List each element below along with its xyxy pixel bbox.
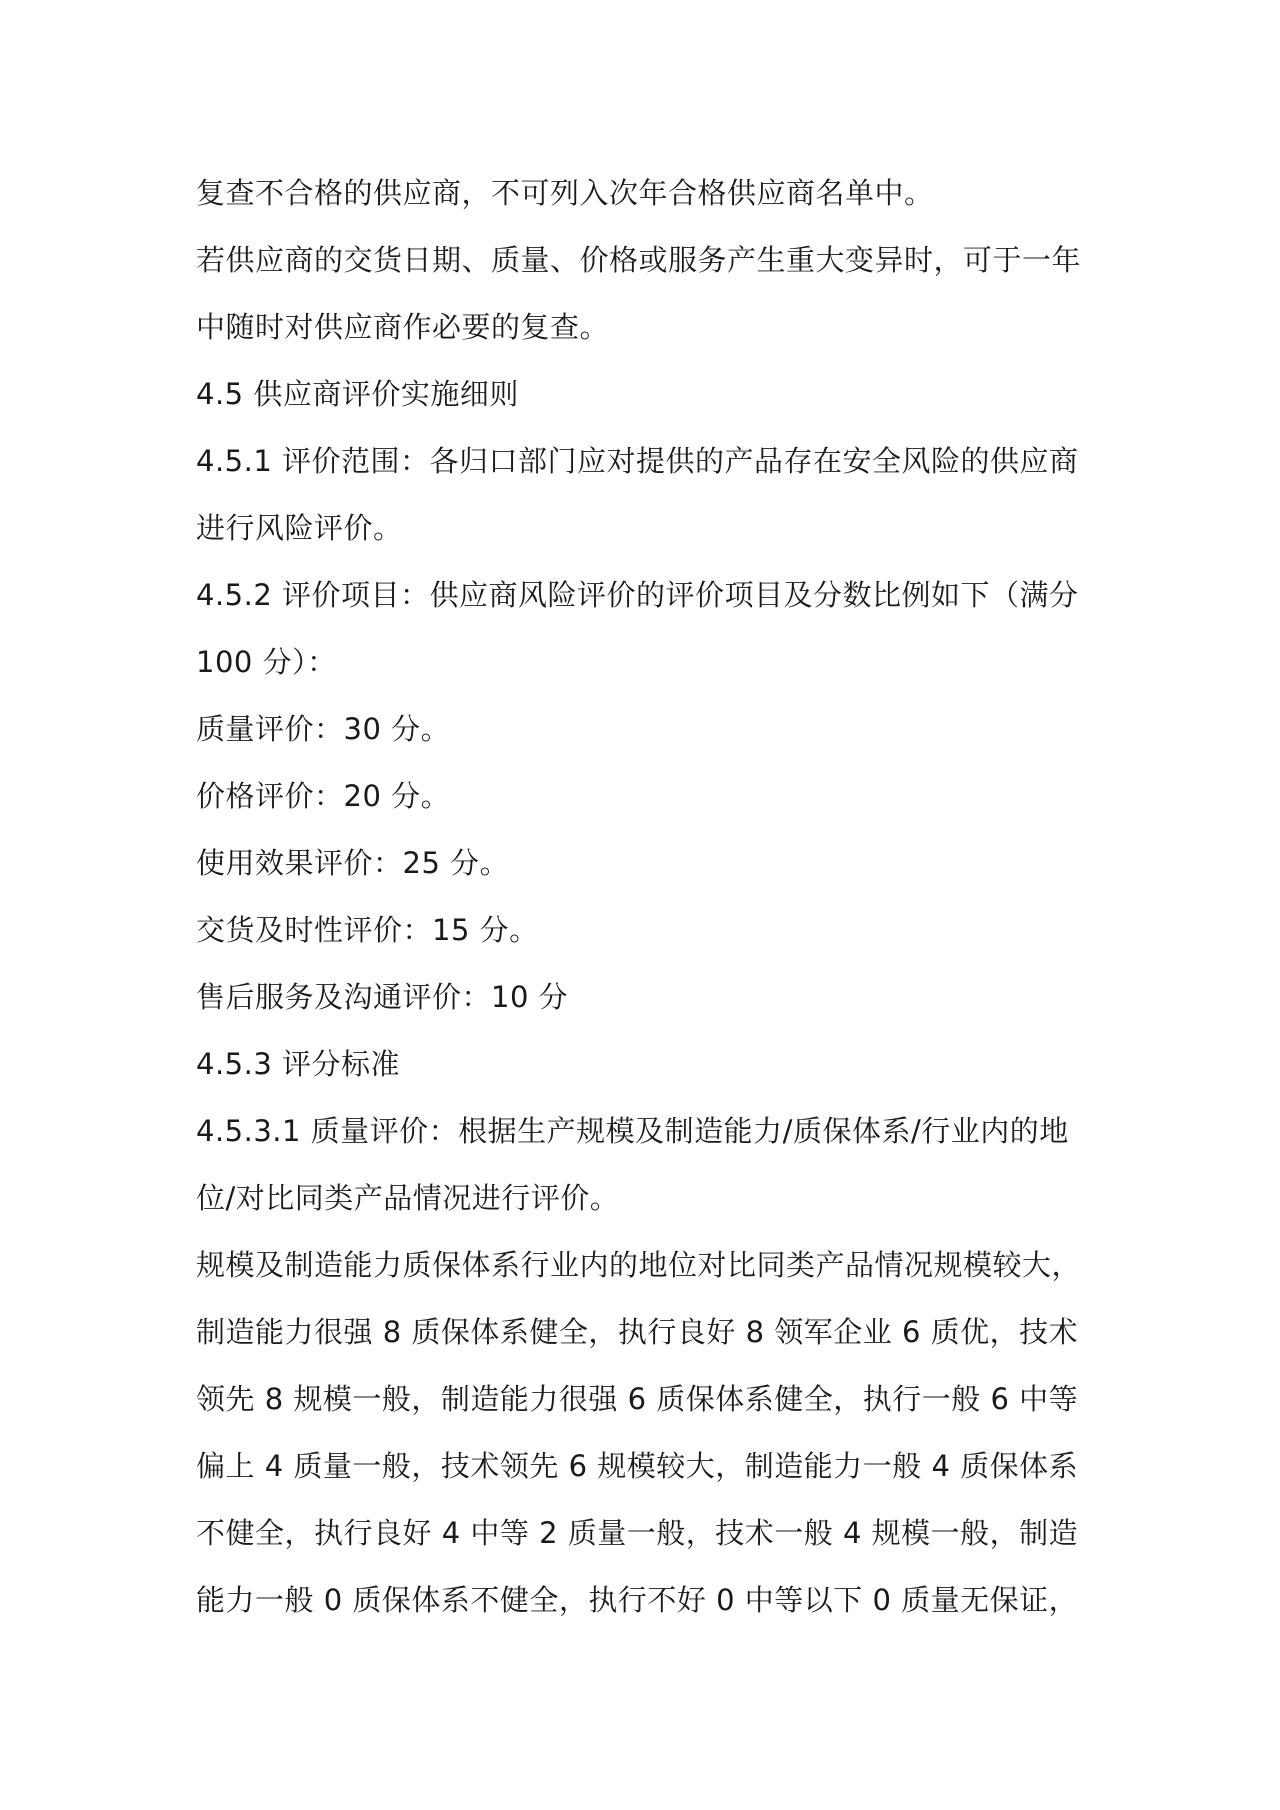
score-item-quality: 质量评价：30 分。 <box>196 712 451 746</box>
text-line-3: 中随时对供应商作必要的复查。 <box>196 310 610 344</box>
text-line-22: 能力一般 0 质保体系不健全，执行不好 0 中等以下 0 质量无保证， <box>196 1583 1079 1617</box>
score-item-usage: 使用效果评价：25 分。 <box>196 846 510 880</box>
clause-4-5-1: 4.5.1 评价范围：各归口部门应对提供的产品存在安全风险的供应商 <box>196 444 1079 478</box>
section-heading-4-5: 4.5 供应商评价实施细则 <box>196 377 519 411</box>
score-item-service: 售后服务及沟通评价：10 分 <box>196 980 569 1014</box>
text-line-19: 领先 8 规模一般，制造能力很强 6 质保体系健全，执行一般 6 中等 <box>196 1382 1079 1416</box>
text-line-17: 规模及制造能力质保体系行业内的地位对比同类产品情况规模较大， <box>196 1248 1082 1282</box>
text-line-16: 位/对比同类产品情况进行评价。 <box>196 1181 620 1215</box>
text-line-20: 偏上 4 质量一般，技术领先 6 规模较大，制造能力一般 4 质保体系 <box>196 1449 1079 1483</box>
document-body <box>196 160 1116 1634</box>
clause-4-5-3: 4.5.3 评分标准 <box>196 1047 401 1081</box>
text-line-6: 进行风险评价。 <box>196 511 403 545</box>
text-line-8: 100 分）： <box>196 645 337 679</box>
clause-4-5-2: 4.5.2 评价项目：供应商风险评价的评价项目及分数比例如下（满分 <box>196 578 1079 612</box>
text-line-21: 不健全，执行良好 4 中等 2 质量一般，技术一般 4 规模一般，制造 <box>196 1516 1079 1550</box>
text-line-1: 复查不合格的供应商，不可列入次年合格供应商名单中。 <box>196 176 934 210</box>
clause-4-5-3-1: 4.5.3.1 质量评价：根据生产规模及制造能力/质保体系/行业内的地 <box>196 1114 1069 1148</box>
text-line-18: 制造能力很强 8 质保体系健全，执行良好 8 领军企业 6 质优，技术 <box>196 1315 1079 1349</box>
score-item-delivery: 交货及时性评价：15 分。 <box>196 913 539 947</box>
text-line-2: 若供应商的交货日期、质量、价格或服务产生重大变异时，可于一年 <box>196 243 1082 277</box>
score-item-price: 价格评价：20 分。 <box>196 779 451 813</box>
